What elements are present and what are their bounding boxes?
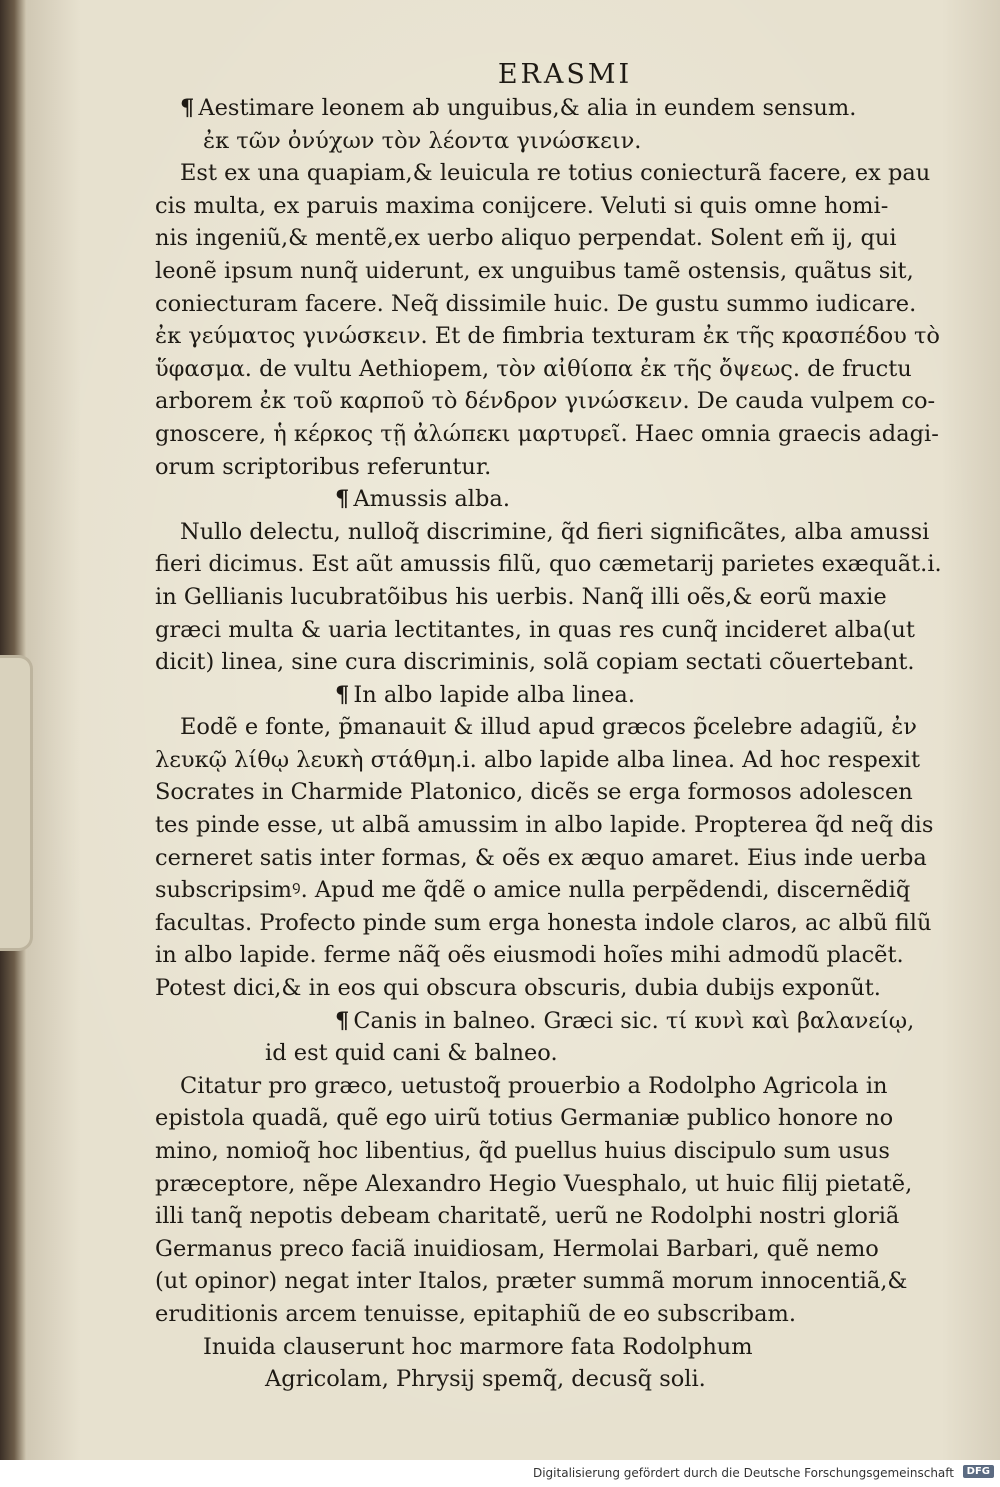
line-text: gnoscere, ἡ κέρκος τῇ ἀλώπεκι μαρτυρεῖ. Haec omnia graecis adagi- — [155, 420, 939, 447]
line-text: Eodẽ e fonte, p̃manauit & illud apud græcos p̃celebre adagiũ, ἐν — [180, 714, 917, 741]
line-text: leonẽ ipsum nunq̃ uiderunt, ex unguibus tamẽ ostensis, quãtus sit, — [155, 257, 914, 284]
text-body — [155, 92, 942, 1396]
text-line — [155, 353, 915, 386]
section-heading-line — [155, 679, 915, 712]
text-line — [155, 646, 915, 679]
text-line — [155, 1265, 915, 1298]
text-line — [155, 255, 915, 288]
line-text: Canis in balneo. Græci sic. τί κυνὶ καὶ βαλανείῳ, — [353, 1007, 915, 1034]
line-text: (ut opinor) negat inter Italos, præter summã morum innocentiã,& — [155, 1268, 908, 1295]
line-text: in albo lapide. ferme nãq̃ oẽs eiusmodi hoĩes mihi admodũ placẽt. — [155, 942, 904, 969]
text-line — [155, 972, 915, 1005]
page-clip — [0, 655, 33, 951]
running-head: ERASMI — [497, 59, 633, 90]
text-line — [155, 1233, 915, 1266]
line-text: Inuida clauserunt hoc marmore fata Rodolphum — [203, 1333, 753, 1360]
line-text: nis ingeniũ,& mentẽ,ex uerbo aliquo perpendat. Solent em̃ ij, qui — [155, 225, 897, 252]
line-text: id est quid cani & balneo. — [265, 1040, 558, 1067]
page-text — [155, 58, 942, 1396]
pilcrow-icon: ¶ — [335, 681, 350, 708]
line-text: tes pinde esse, ut albã amussim in albo lapide. Propterea q̃d neq̃ dis — [155, 812, 934, 839]
line-text: Citatur pro græco, uetustoq̃ prouerbio a Rodolpho Agricola in — [180, 1072, 888, 1099]
text-line — [155, 939, 915, 972]
footer-credit: Digitalisierung gefördert durch die Deutsche Forschungsgemeinschaft — [532, 1466, 954, 1480]
line-text: ἐκ τῶν ὀνύχων τὸν λέοντα γινώσκειν. — [203, 127, 642, 154]
text-line — [155, 1135, 915, 1168]
line-text: coniecturam facere. Neq̃ dissimile huic. De gustu summo iudicare. — [155, 290, 917, 317]
line-text: mino, nomioq̃ hoc libentius, q̃d puellus huius discipulo sum usus — [155, 1138, 890, 1164]
line-text: facultas. Profecto pinde sum erga honesta indole claros, ac albũ filũ — [155, 909, 932, 936]
text-line — [155, 1037, 915, 1070]
text-line — [155, 1070, 915, 1103]
section-heading-line — [155, 92, 915, 125]
line-text: orum scriptoribus referuntur. — [155, 453, 492, 480]
text-line — [155, 1200, 915, 1233]
line-text: Amussis alba. — [353, 486, 510, 513]
pilcrow-icon: ¶ — [180, 95, 195, 121]
dfg-logo: DFG — [963, 1465, 994, 1478]
text-line — [155, 776, 915, 809]
line-text: eruditionis arcem tenuisse, epitaphiũ de eo subscribam. — [155, 1300, 796, 1327]
text-line — [155, 451, 915, 484]
line-text: Potest dici,& in eos qui obscura obscuris, dubia dubijs exponũt. — [155, 975, 881, 1002]
line-text: ὕφασμα. de vultu Aethiopem, τὸν αἰθίοπα ἐκ τῆς ὄψεως. de fructu — [155, 355, 912, 382]
text-line — [155, 516, 930, 549]
pilcrow-icon: ¶ — [335, 486, 350, 513]
line-text: epistola quadã, quẽ ego uirũ totius Germaniæ publico honore no — [155, 1105, 894, 1132]
text-line — [155, 157, 931, 190]
line-text: Nullo delectu, nulloq̃ discrimine, q̃d fieri significãtes, alba amussi — [180, 518, 930, 545]
text-line — [155, 418, 939, 451]
line-text: Aestimare leonem ab unguibus,& alia in eundem sensum. — [198, 95, 857, 121]
line-text: subscripsimꝰ. Apud me q̃dẽ o amice nulla perpẽdendi, discernẽdiq̃ — [155, 877, 911, 904]
text-line — [155, 614, 915, 647]
text-line — [155, 190, 915, 223]
text-line — [155, 874, 915, 907]
line-text: Est ex una quapiam,& leuicula re totius coniecturã facere, ex pau — [180, 160, 931, 187]
line-text: præceptore, nẽpe Alexandro Hegio Vuesphalo, ut huic filij pietatẽ, — [155, 1170, 913, 1197]
text-line — [155, 1331, 915, 1364]
line-text: Germanus preco faciã inuidiosam, Hermolai Barbari, quẽ nemo — [155, 1235, 879, 1262]
text-line — [155, 581, 915, 614]
text-line — [155, 809, 934, 842]
text-line — [155, 907, 932, 940]
line-text: Agricolam, Phrysij spemq̃, decusq̃ soli. — [265, 1366, 706, 1393]
text-line — [155, 1168, 915, 1201]
line-text: dicit) linea, sine cura discriminis, solã copiam sectati cõuertebant. — [155, 649, 915, 676]
line-text: illi tanq̃ nepotis debeam charitatẽ, uerũ ne Rodolphi nostri gloriã — [155, 1203, 900, 1230]
text-line — [155, 842, 927, 875]
text-line — [155, 125, 915, 158]
text-line — [155, 222, 915, 255]
text-line — [155, 288, 915, 321]
footer-bar — [0, 1460, 1000, 1487]
text-line — [155, 548, 942, 581]
text-line — [155, 385, 936, 418]
line-text: ἐκ γεύματος γινώσκειν. Et de fimbria texturam ἐκ τῆς κρασπέδου τὸ — [155, 323, 940, 350]
line-text: In albo lapide alba linea. — [353, 681, 635, 708]
line-text: in Gellianis lucubratõibus his uerbis. Nanq̃ illi oẽs,& eorũ maxie — [155, 583, 887, 610]
text-line — [155, 1363, 915, 1396]
text-line — [155, 320, 940, 353]
line-text: cerneret satis inter formas, & oẽs ex æquo amaret. Eius inde uerba — [155, 844, 927, 871]
text-line — [155, 744, 921, 777]
pilcrow-icon: ¶ — [335, 1007, 350, 1034]
line-text: Socrates in Charmide Platonico, dicẽs se erga formosos adolescen — [155, 779, 913, 806]
section-heading-line — [155, 1005, 915, 1038]
line-text: cis multa, ex paruis maxima conijcere. Veluti si quis omne homi- — [155, 192, 889, 219]
line-text: arborem ἐκ τοῦ καρποῦ τὸ δένδρον γινώσκειν. De cauda vulpem co- — [155, 388, 936, 415]
section-heading-line — [155, 483, 915, 516]
line-text: fieri dicimus. Est aũt amussis filũ, quo cæmetarij parietes exæquãt.i. — [155, 551, 942, 578]
text-line — [155, 711, 915, 744]
line-text: græci multa & uaria lectitantes, in quas res cunq̃ incideret alba(ut — [155, 616, 915, 643]
line-text: λευκῷ λίθῳ λευκὴ στάθμη.i. albo lapide alba linea. Ad hoc respexit — [155, 746, 921, 773]
text-line — [155, 1102, 915, 1135]
text-line — [155, 1298, 915, 1331]
